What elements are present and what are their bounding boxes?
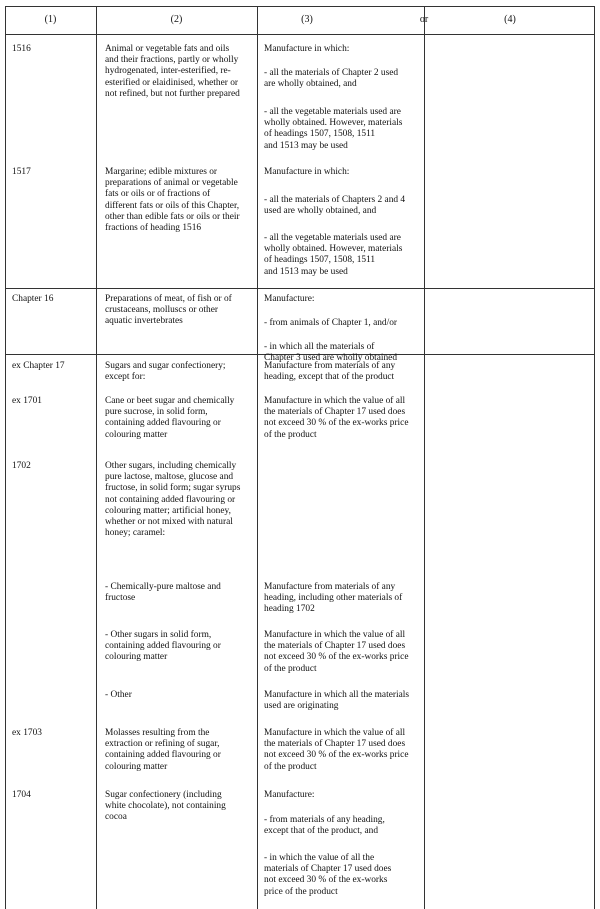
- heading-code: 1702: [12, 461, 31, 471]
- product-description: Cane or beet sugar and chemically pure sucrose, in solid form, containing added flavouring or colouring matter: [105, 396, 235, 440]
- working-rule-line: Manufacture in which all the materials used are originating: [264, 690, 409, 712]
- working-rule-line: Manufacture from materials of any heading, except that of the product: [264, 361, 396, 383]
- table-border-left: [5, 6, 6, 909]
- header-col3: (3): [301, 14, 313, 25]
- product-description: Preparations of meat, of fish or of crustaceans, molluscs or other aquatic invertebrates: [105, 294, 232, 327]
- working-rule-line: Manufacture in which:: [264, 44, 350, 54]
- working-rule-line: Manufacture:: [264, 790, 315, 800]
- product-description: Other sugars, including chemically pure lactose, maltose, glucose and fructose, in solid form; sugar syrups not containing added flavouring or colouring matter; artificial honey, whether or not mixed with natural honey; caramel:: [105, 461, 241, 539]
- working-rule-line: Manufacture in which the value of all the materials of Chapter 17 used does not exceed 30 % of the ex-works price of the product: [264, 728, 409, 772]
- working-rule-line: Manufacture in which the value of all the materials of Chapter 17 used does not exceed 30 % of the ex-works price of the product: [264, 396, 409, 440]
- table-top-border: [5, 6, 595, 7]
- heading-code: ex 1701: [12, 396, 42, 406]
- header-col4: (4): [504, 14, 516, 25]
- product-description: Sugar confectionery (including white chocolate), not containing cocoa: [105, 790, 226, 823]
- heading-code: 1516: [12, 44, 31, 54]
- header-bottom-rule: [5, 34, 595, 35]
- heading-code: Chapter 16: [12, 294, 54, 304]
- working-rule-line: - all the materials of Chapter 2 used are wholly obtained, and: [264, 68, 399, 90]
- heading-code: 1704: [12, 790, 31, 800]
- working-rule-line: - all the vegetable materials used are wholly obtained. However, materials of headings 1507, 1508, 1511 and 1513 may be used: [264, 233, 403, 277]
- working-rule-line: - in which all the materials of Chapter 3 used are wholly obtained: [264, 342, 398, 364]
- row-separator: [5, 288, 595, 289]
- heading-code: ex Chapter 17: [12, 361, 65, 371]
- product-description: - Other sugars in solid form, containing added flavouring or colouring matter: [105, 630, 221, 663]
- working-rule-line: Manufacture:: [264, 294, 315, 304]
- column-divider-1: [96, 6, 97, 909]
- heading-code: 1517: [12, 167, 31, 177]
- product-description: Margarine; edible mixtures or preparations of animal or vegetable fats or oils or of fractions of different fats or oils of this Chapter, other than edible fats or oils or their fractions of heading 1516: [105, 167, 240, 234]
- working-rule-line: - all the vegetable materials used are wholly obtained. However, materials of headings 1507, 1508, 1511 and 1513 may be used: [264, 107, 403, 151]
- working-rule-line: Manufacture in which:: [264, 167, 350, 177]
- header-col1: (1): [44, 14, 57, 25]
- header-col2: (2): [170, 14, 183, 25]
- product-description: Animal or vegetable fats and oils and their fractions, partly or wholly hydrogenated, inter-esterified, re- esterified or elaidinised, whether or not refined, but not further prepared: [105, 44, 240, 99]
- product-description: Sugars and sugar confectionery; except for:: [105, 361, 226, 383]
- working-rule-line: - all the materials of Chapters 2 and 4 used are wholly obtained, and: [264, 195, 406, 217]
- working-rule-line: Manufacture from materials of any heading, including other materials of heading 1702: [264, 582, 403, 615]
- column-divider-3: [424, 6, 425, 909]
- working-rule-line: - from materials of any heading, except that of the product, and: [264, 815, 385, 837]
- heading-code: ex 1703: [12, 728, 42, 738]
- column-divider-2: [257, 6, 258, 909]
- product-description: - Chemically-pure maltose and fructose: [105, 582, 221, 604]
- working-rule-line: - from animals of Chapter 1, and/or: [264, 318, 398, 328]
- header-or: or: [419, 14, 429, 25]
- working-rule-line: - in which the value of all the materials of Chapter 17 used does not exceed 30 % of the ex-works price of the product: [264, 853, 392, 897]
- product-description: - Other: [105, 690, 132, 700]
- table-border-right: [594, 6, 595, 909]
- working-rule-line: Manufacture in which the value of all the materials of Chapter 17 used does not exceed 30 % of the ex-works price of the product: [264, 630, 409, 674]
- product-description: Molasses resulting from the extraction or refining of sugar, containing added flavouring or colouring matter: [105, 728, 221, 772]
